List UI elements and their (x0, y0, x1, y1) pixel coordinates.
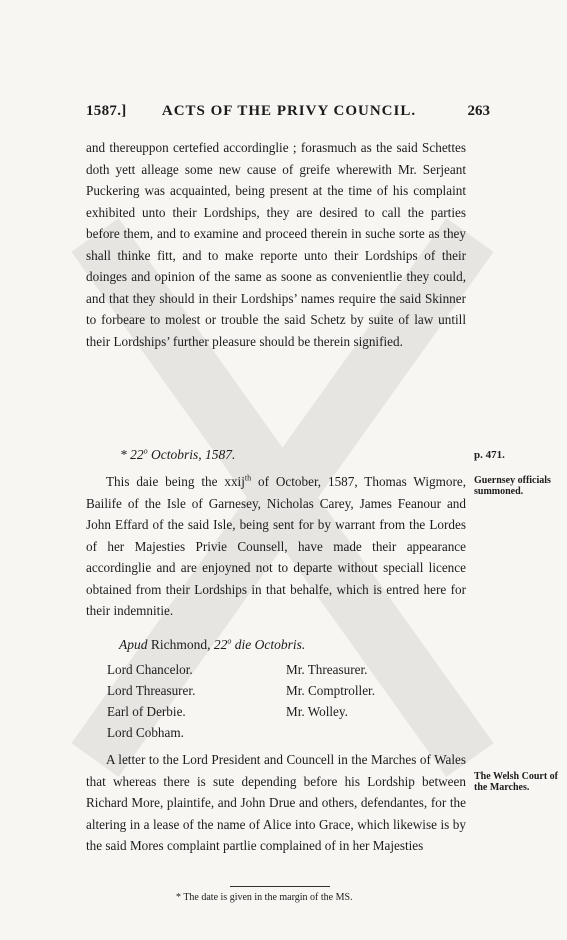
paragraph-3-text: A letter to the Lord President and Councell in the Marches of Wales that whereas there is sute depending before his Lordship between Richard More, plaintife, and John Drue and others, defendantes, for the altering in a lease of the name of Alice into Grace, which likewise is by the said Mores complaint partlie complained of in her Majesties (86, 752, 466, 853)
attendee: Earl of Derbie. (107, 704, 186, 719)
entry-date-sup: o (143, 446, 148, 456)
footnote: * The date is given in the margin of the MS. (176, 892, 353, 903)
attendees-right (286, 659, 375, 722)
page-header (86, 103, 490, 125)
meeting-place: Richmond, (147, 637, 214, 652)
meeting-day: 22 (213, 637, 228, 652)
attendee: Mr. Threasurer. (286, 662, 368, 677)
paragraph-2-start: This daie being the xxij (106, 474, 245, 489)
entry-date (120, 447, 235, 463)
paragraph-2-rest: of October, 1587, Thomas Wigmore, Bailife of the Isle of Garnesey, Nicholas Carey, James Feanour and John Effard of the said Isle, being sent for by warrant from the Lordes of her Majesties Privie Counsell, have made their appearance accordinglie and are enjoyned not to departe without speciall licence obtained from their Lordships in that behalfe, which is entred here for their indemnitie. (86, 474, 466, 618)
meeting-day-sup: o (227, 636, 232, 646)
meeting-heading (119, 637, 305, 653)
paragraph-2 (86, 471, 466, 622)
paragraph-3 (86, 749, 466, 857)
margin-note-2: The Welsh Court of the Marches. (474, 771, 558, 793)
footnote-rule (230, 886, 330, 887)
header-title: ACTS OF THE PRIVY COUNCIL. (161, 103, 417, 119)
page-number: 263 (467, 103, 490, 119)
paragraph-1-text: and thereuppon certefied accordinglie ; forasmuch as the said Schettes doth yett alleage some new cause of greife wherewith Mr. Serjeant Puckering was acquainted, being present at the time of his complaint exhibited unto their Lordships, they are desired to call the parties before them, and to examine and proceed therein in suche sorte as they shall thinke fitt, and to make reporte unto their Lordships of their doinges and opinion of the same as soone as convenientlie they could, and that they should in their Lordships’ names require the said Skinner to forbeare to molest or trouble the said Schetz by suite of law untill their Lordships’ further pleasure should be therein signified. (86, 140, 466, 349)
header-year: 1587.] (86, 103, 127, 119)
entry-date-rest: Octobris, 1587. (147, 447, 236, 462)
attendees-left (107, 659, 195, 743)
attendee: Lord Chancelor. (107, 662, 193, 677)
attendee: Lord Cobham. (107, 725, 184, 740)
paragraph-2-sup: th (244, 473, 252, 483)
attendee: Mr. Wolley. (286, 704, 348, 719)
entry-date-prefix: * 22 (120, 447, 144, 462)
paragraph-1 (86, 137, 466, 352)
attendee: Mr. Comptroller. (286, 683, 376, 698)
page-reference: p. 471. (474, 449, 505, 461)
attendee: Lord Threasurer. (107, 683, 196, 698)
meeting-rest: die Octobris. (231, 637, 306, 652)
meeting-apud: Apud (119, 637, 148, 652)
margin-note-1: Guernsey officials summoned. (474, 475, 551, 497)
